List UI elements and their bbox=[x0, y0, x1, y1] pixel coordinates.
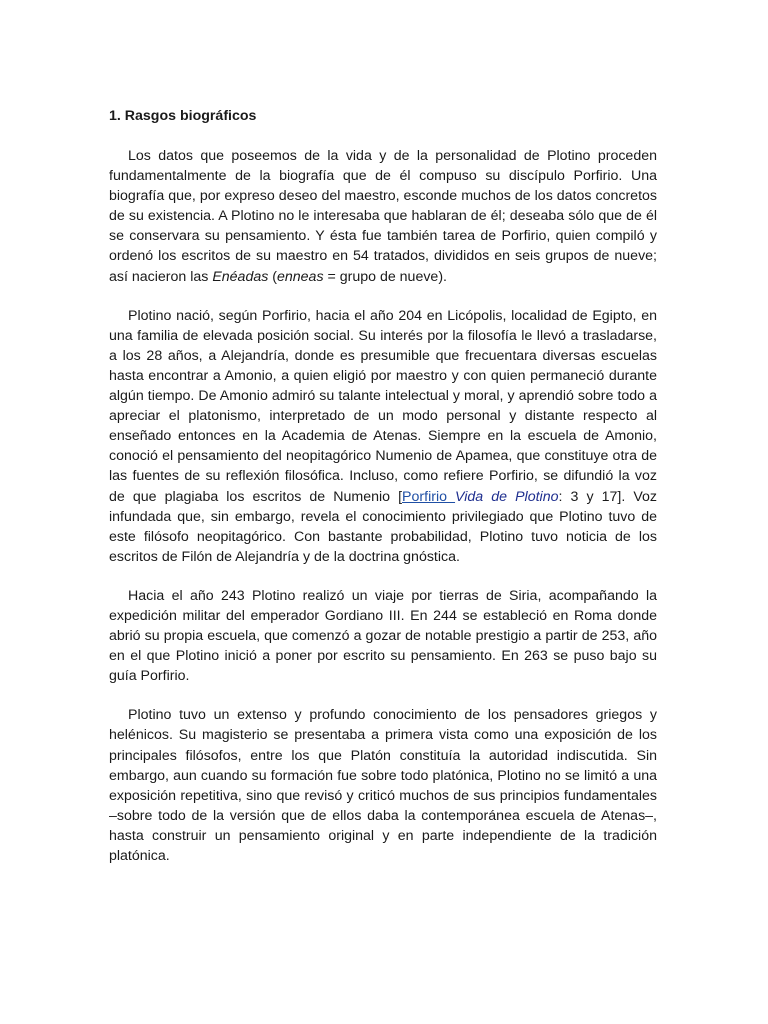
porfirio-link[interactable]: Porfirio bbox=[402, 488, 456, 505]
paragraph-4: Plotino tuvo un extenso y profundo conocimiento de los pensadores griegos y helénicos. Su magisterio se presentaba a primera vista como una exposición de los principales filósofos, entre los que Platón constituía la autoridad indiscutida. Sin embargo, aun cuando su formación fue sobre todo platónica, Plotino no se limitó a una exposición repetitiva, sino que revisó y criticó muchos de sus principios fundamentales –sobre todo de la versión que de ellos daba la contemporánea escuela de Atenas–, hasta construir un pensamiento original y en parte independiente de la tradición platónica. bbox=[109, 707, 657, 864]
enneas-term: enneas bbox=[277, 268, 324, 285]
vida-de-plotino-title: Vida de Plotino bbox=[455, 488, 559, 505]
paragraph-1 bbox=[109, 146, 657, 287]
section-heading: 1. Rasgos biográficos bbox=[109, 108, 257, 124]
eneadas-term: Enéadas bbox=[212, 268, 269, 285]
document-page bbox=[109, 106, 657, 885]
paragraph-2 bbox=[109, 306, 657, 567]
paragraph-1-text-a: Los datos que poseemos de la vida y de la personalidad de Plotino proceden fundamentalmente de la biografía que de él compuso su discípulo Porfirio. Una biografía que, por expreso deseo del maestro, esconde muchos de los datos concretos de su existencia. A Plotino no le interesaba que hablaran de él; deseaba sólo que de él se conservara su pensamiento. Y ésta fue también tarea de Porfirio, quien compiló y ordenó los escritos de su maestro en 54 tratados, divididos en seis grupos de nueve; así nacieron las bbox=[109, 148, 657, 285]
paragraph-1-text-b: ( bbox=[268, 268, 277, 285]
paragraph-2-text-a: Plotino nació, según Porfirio, hacia el año 204 en Licópolis, localidad de Egipto, en una familia de elevada posición social. Su interés por la filosofía le llevó a trasladarse, a los 28 años, a Alejandría, donde es presumible que frecuentara diversas escuelas hasta encontrar a Amonio, a quien eligió por maestro y con quien permaneció durante algún tiempo. De Amonio admiró su talante intelectual y moral, y aprendió sobre todo a apreciar el platonismo, interpretado de un modo personal y distante respecto al enseñado entonces en la Academia de Atenas. Siempre en la escuela de Amonio, conoció el pensamiento del neopitagórico Numenio de Apamea, que constituye otra de las fuentes de su reflexión filosófica. Incluso, como refiere Porfirio, se difundió la voz de que plagiaba los escritos de Numenio [ bbox=[109, 307, 657, 505]
paragraph-3: Hacia el año 243 Plotino realizó un viaje por tierras de Siria, acompañando la expedición militar del emperador Gordiano III. En 244 se estableció en Roma donde abrió su propia escuela, que comenzó a gozar de notable prestigio a partir de 253, año en el que Plotino inició a poner por escrito su pensamiento. En 263 se puso bajo su guía Porfirio. bbox=[109, 587, 657, 685]
paragraph-1-text-c: = grupo de nueve). bbox=[323, 268, 447, 285]
paragraph-2-text-b: : 3 y 17]. Voz infundada que, sin embargo, revela el conocimiento privilegiado que Plotino tuvo de este filósofo neopitagórico. Con bastante probabilidad, Plotino tuvo noticia de los escritos de Filón de Alejandría y de la doctrina gnóstica. bbox=[109, 488, 657, 565]
